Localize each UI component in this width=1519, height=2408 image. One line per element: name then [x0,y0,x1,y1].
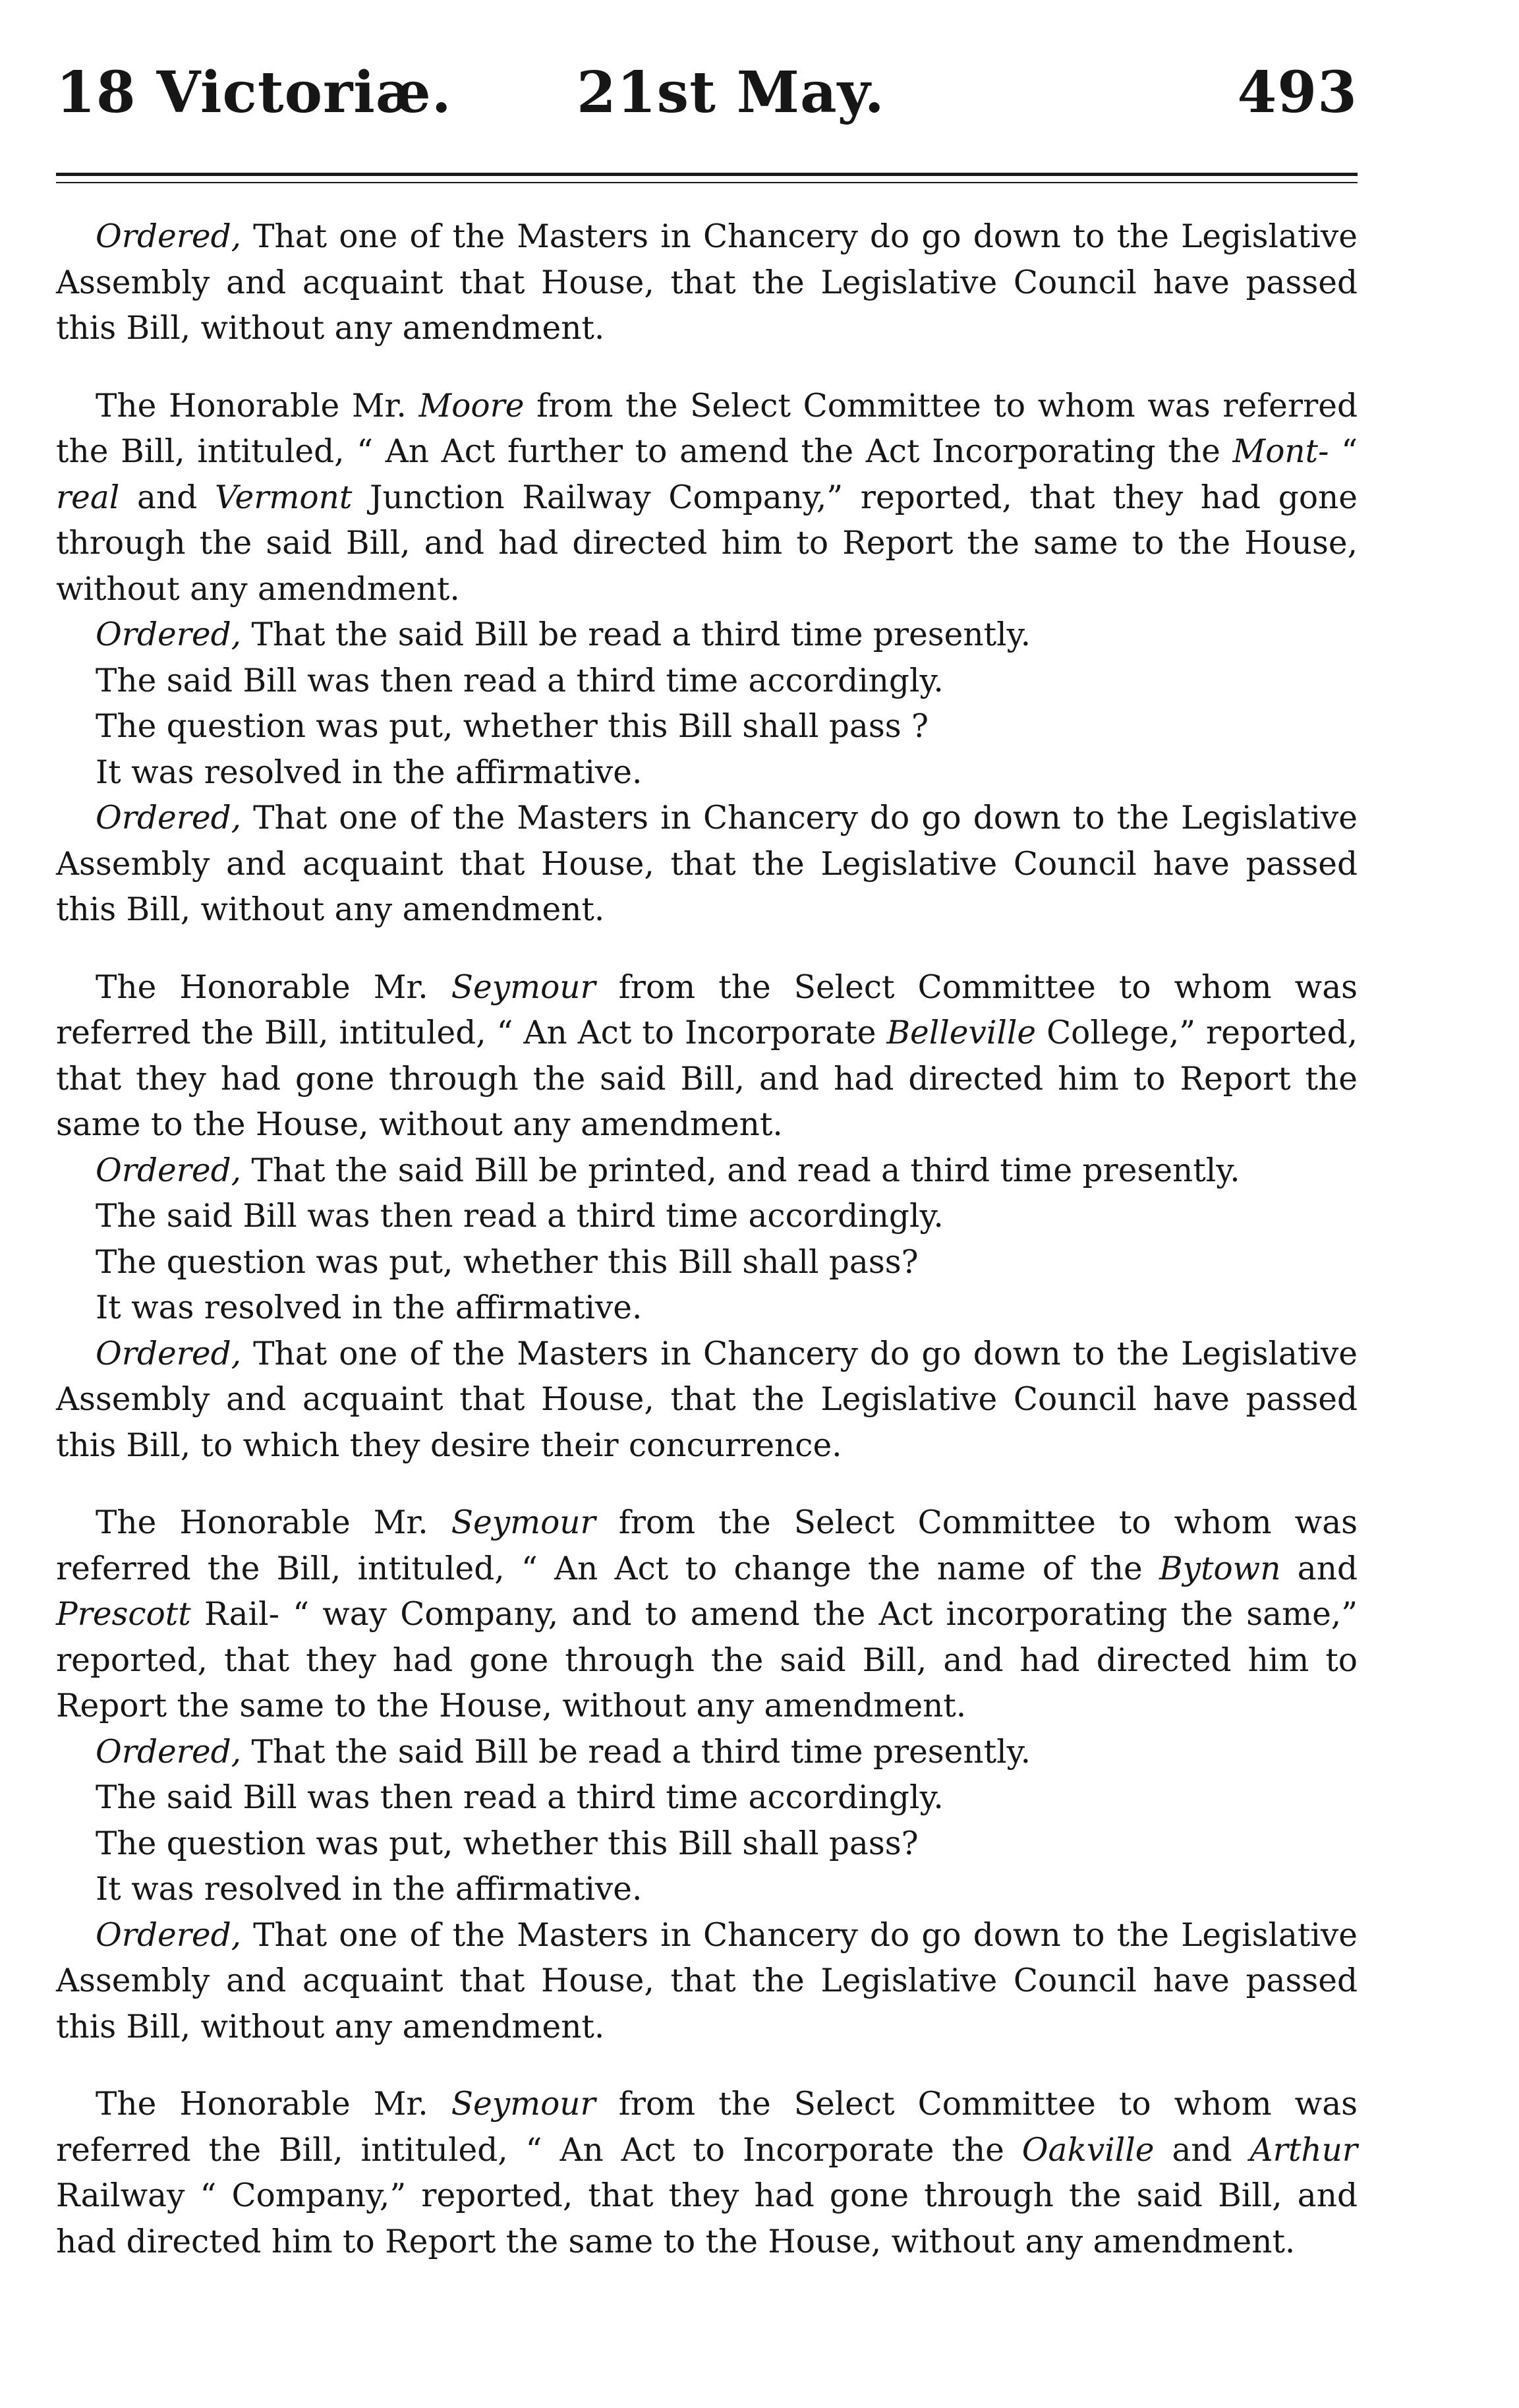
page-header [56,59,1358,145]
text-run: That one of the Masters in Chancery do go down to the Legislative Assembly and acquaint that House, that the Legislative Council have passed this Bill, without any amendment. [56,800,1358,928]
text-run: That the said Bill be printed, and read a third time presently. [241,1152,1240,1189]
italic-text: Oakville [1021,2131,1155,2169]
italic-text: Ordered, [96,1733,242,1771]
italic-text: Prescott [56,1596,191,1633]
text-run: The Honorable Mr. [96,2086,451,2123]
journal-paragraph [56,2082,1358,2265]
journal-paragraph [56,612,1358,659]
journal-paragraph [56,1867,1358,1913]
text-run: The question was put, whether this Bill shall pass? [96,1825,919,1862]
text-run: The question was put, whether this Bill shall pass ? [96,708,929,745]
text-run: That one of the Masters in Chancery do go down to the Legislative Assembly and acquaint that House, that the Legislative Council have passed this Bill, without any amendment. [56,218,1358,347]
text-run: Junction Railway Company,” reported, that they had gone through the said Bill, and had directed him to Report the same to the House, without any amendment. [56,479,1358,608]
journal-paragraph [56,704,1358,750]
text-run: from the Select Committee to whom was referred the Bill, intituled, “ An Act to Incorporate [56,968,1358,1051]
text-run: College,” reported, that they had gone through the said Bill, and had directed him to Report the same to the House, without any amendment. [56,1014,1358,1143]
text-run: The question was put, whether this Bill shall pass? [96,1243,919,1281]
italic-text: Ordered, [96,1152,242,1189]
journal-paragraph [56,1148,1358,1194]
text-run: “ [1329,433,1358,470]
text-run: and [1280,1550,1358,1587]
text-run: Rail- “ way Company, and to amend the Act incorporating the same,” reported, that they had gone through the said Bill, and had directed him to Report the same to the House, without any amendment. [56,1596,1358,1724]
text-run: The Honorable Mr. [96,1504,451,1541]
text-run: from the Select Committee to whom was referred the Bill, intituled, “ An Act to Incorporate the [56,2086,1358,2169]
text-run: The Honorable Mr. [96,968,451,1006]
text-run: It was resolved in the affirmative. [96,1871,643,1908]
italic-text: Bytown [1159,1550,1281,1587]
text-run: The said Bill was then read a third time accordingly. [96,662,944,699]
running-head-regnal-year: 18 Victoriæ. [56,59,452,126]
text-run: The Honorable Mr. [96,387,419,425]
text-run: from the Select Committee to whom was referred the Bill, intituled, “ An Act further to amend the Act Incorporating the [56,387,1358,470]
text-run: and [1154,2131,1250,2169]
italic-text: Moore [418,387,525,425]
text-run: That one of the Masters in Chancery do go down to the Legislative Assembly and acquaint that House, that the Legislative Council have passed this Bill, to which they desire their concurrence. [56,1335,1358,1464]
italic-text: Seymour [451,968,596,1006]
journal-text [56,214,1358,2265]
text-run: Railway “ Company,” reported, that they had gone through the said Bill, and had directed him to Report the same to the House, without any amendment. [56,2177,1358,2260]
header-rule-thin [56,182,1358,183]
journal-paragraph [56,214,1358,352]
text-run: That the said Bill be read a third time presently. [241,616,1031,653]
text-run: The said Bill was then read a third time accordingly. [96,1198,944,1235]
text-run: The said Bill was then read a third time accordingly. [96,1779,944,1816]
italic-text: Seymour [451,1504,596,1541]
header-rule-thick [56,173,1358,176]
italic-text: Ordered, [96,1916,242,1954]
text-run: and [119,479,215,516]
running-head-date: 21st May. [577,59,885,126]
page-number: 493 [1237,59,1358,126]
italic-text: Ordered, [96,218,242,255]
journal-paragraph [56,1285,1358,1332]
italic-text: Belleville [886,1014,1037,1051]
journal-paragraph [56,1500,1358,1730]
journal-paragraph [56,1775,1358,1821]
italic-text: Vermont [214,479,353,516]
text-run: That the said Bill be read a third time presently. [241,1733,1031,1771]
italic-text: Ordered, [96,616,242,653]
italic-text: Arthur [1249,2131,1358,2169]
journal-paragraph [56,1913,1358,2051]
italic-text: real [56,479,120,516]
journal-paragraph [56,750,1358,796]
text-run: It was resolved in the affirmative. [96,753,643,791]
italic-text: Ordered, [96,800,242,837]
text-run: It was resolved in the affirmative. [96,1289,643,1326]
journal-paragraph [56,1194,1358,1240]
italic-text: Mont- [1232,433,1329,470]
journal-paragraph [56,659,1358,705]
journal-paragraph [56,965,1358,1148]
journal-paragraph [56,1821,1358,1867]
journal-paragraph [56,796,1358,933]
journal-paragraph [56,1332,1358,1469]
italic-text: Seymour [451,2086,596,2123]
text-run: from the Select Committee to whom was referred the Bill, intituled, “ An Act to change the name of the [56,1504,1358,1587]
italic-text: Ordered, [96,1335,242,1372]
journal-paragraph [56,384,1358,613]
text-run: That one of the Masters in Chancery do go down to the Legislative Assembly and acquaint that House, that the Legislative Council have passed this Bill, without any amendment. [56,1916,1358,2045]
journal-paragraph [56,1240,1358,1286]
journal-paragraph [56,1730,1358,1776]
